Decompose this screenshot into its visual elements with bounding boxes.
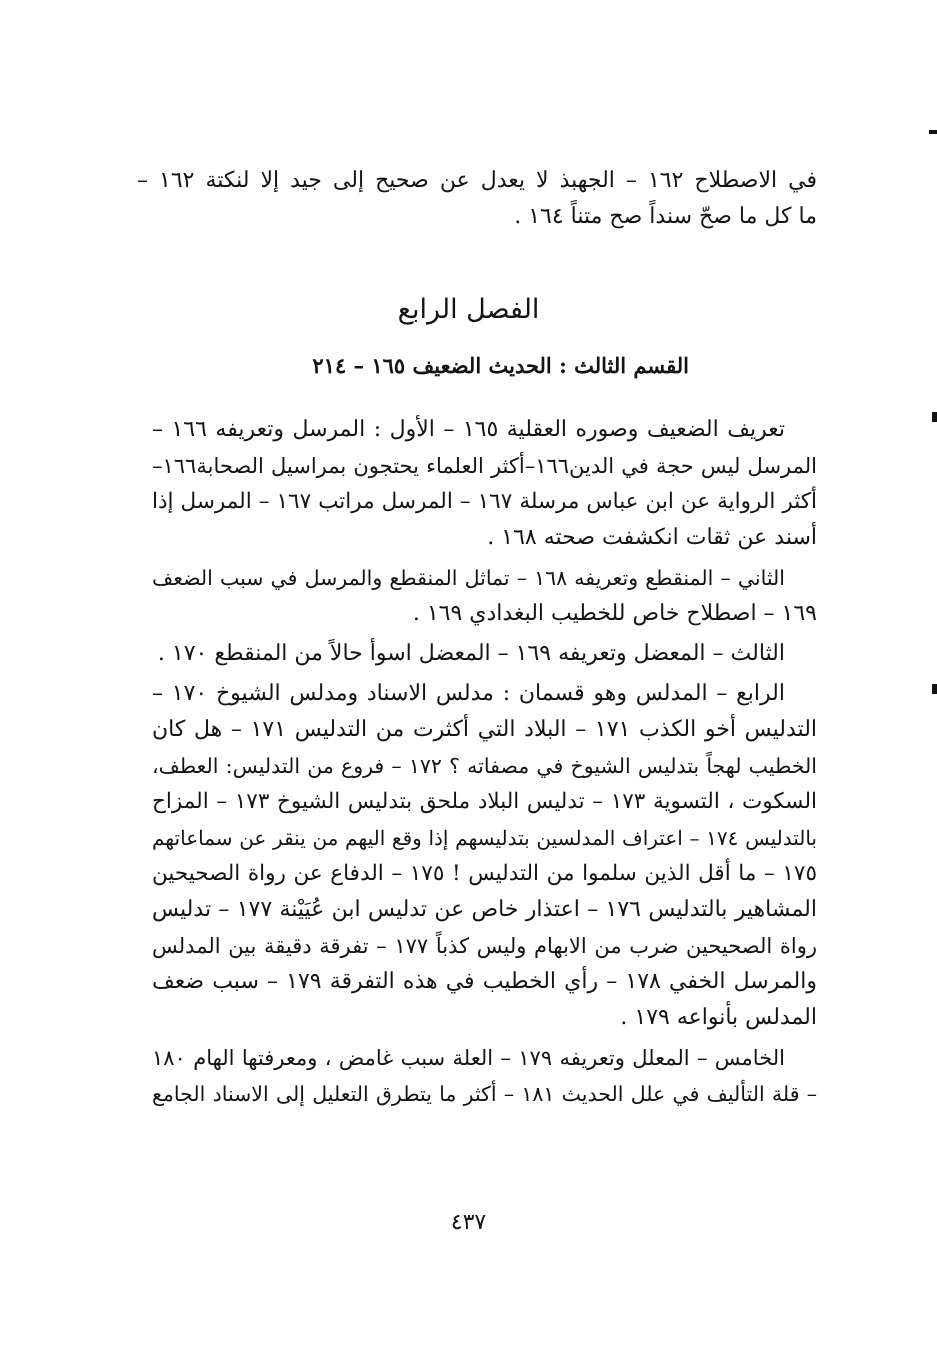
text-line: أكثر الرواية عن ابن عباس مرسلة ١٦٧ – المرسل مراتب ١٦٧ – المرسل إذا	[152, 489, 817, 514]
text-line: أسند عن ثقات انكشفت صحته ١٦٨ .	[487, 525, 817, 550]
scan-edge-mark	[932, 412, 937, 422]
section-heading: القسم الثالث : الحديث الضعيف ١٦٥ – ٢١٤	[312, 353, 689, 378]
text-line: في الاصطلاح ١٦٢ – الجهبذ لا يعدل عن صحيح إلى جيد إلا لنكتة ١٦٢ –	[137, 168, 817, 193]
text-line: والمرسل الخفي ١٧٨ – رأي الخطيب في هذه التفرقة ١٧٩ – سبب ضعف	[152, 969, 817, 994]
paragraph-weak-hadith	[152, 412, 817, 556]
chapter-title: الفصل الرابع	[397, 294, 540, 325]
paragraph-muallal	[152, 1040, 817, 1112]
scan-edge-mark	[932, 684, 937, 694]
scan-edge-mark	[929, 130, 937, 134]
text-line: الخطيب لهجاً بتدليس الشيوخ في مصفاته ؟ ١٧٢ – فروع من التدليس: العطف،	[152, 754, 817, 778]
text-line: السكوت ، التسوية ١٧٣ – تدليس البلاد ملحق بتدليس الشيوخ ١٧٣ – المزاح	[152, 789, 817, 814]
text-line: ما كل ما صحّ سنداً صح متناً ١٦٤ .	[514, 204, 817, 229]
text-line: الثالث – المعضل وتعريفه ١٦٩ – المعضل اسوأ حالاً من المنقطع ١٧٠ .	[157, 641, 785, 666]
paragraph-muadal	[152, 636, 817, 672]
text-line: المدلس بأنواعه ١٧٩ .	[620, 1005, 817, 1030]
text-line: ١٦٩ – اصطلاح خاص للخطيب البغدادي ١٦٩ .	[412, 601, 817, 626]
paragraph-mudallas	[152, 676, 817, 1036]
text-line: تعريف الضعيف وصوره العقلية ١٦٥ – الأول : المرسل وتعريفه ١٦٦ –	[152, 417, 785, 442]
text-line: المرسل ليس حجة في الدين١٦٦–أكثر العلماء يحتجون بمراسيل الصحابة١٦٦–	[152, 454, 817, 478]
page-number: ٤٣٧	[450, 1210, 487, 1235]
text-line: رواة الصحيحين ضرب من الابهام وليس كذباً ١٧٧ – تفرقة دقيقة بين المدلس	[152, 934, 817, 958]
text-line: الرابع – المدلس وهو قسمان : مدلس الاسناد ومدلس الشيوخ ١٧٠ –	[152, 681, 785, 706]
text-line: الخامس – المعلل وتعريفه ١٧٩ – العلة سبب غامض ، ومعرفتها الهام ١٨٠	[152, 1046, 785, 1070]
text-line: – قلة التأليف في علل الحديث ١٨١ – أكثر ما يتطرق التعليل إلى الاسناد الجامع	[152, 1082, 817, 1106]
text-line: ١٧٥ – ما أقل الذين سلموا من التدليس ! ١٧٥ – الدفاع عن رواة الصحيحين	[152, 861, 817, 886]
text-line: المشاهير بالتدليس ١٧٦ – اعتذار خاص عن تدليس ابن عُيَيْنة ١٧٧ – تدليس	[152, 897, 817, 922]
text-line: التدليس أخو الكذب ١٧١ – البلاد التي أكثرت من التدليس ١٧١ – هل كان	[152, 717, 817, 742]
text-line: بالتدليس ١٧٤ – اعتراف المدلسين بتدليسهم إذا وقع اليهم من ينقر عن سماعاتهم	[152, 826, 817, 850]
text-line: الثاني – المنقطع وتعريفه ١٦٨ – تماثل المنقطع والمرسل في سبب الضعف	[152, 566, 785, 590]
paragraph-munqati	[152, 560, 817, 632]
contents-body	[152, 412, 817, 1116]
intro-text	[137, 163, 817, 235]
